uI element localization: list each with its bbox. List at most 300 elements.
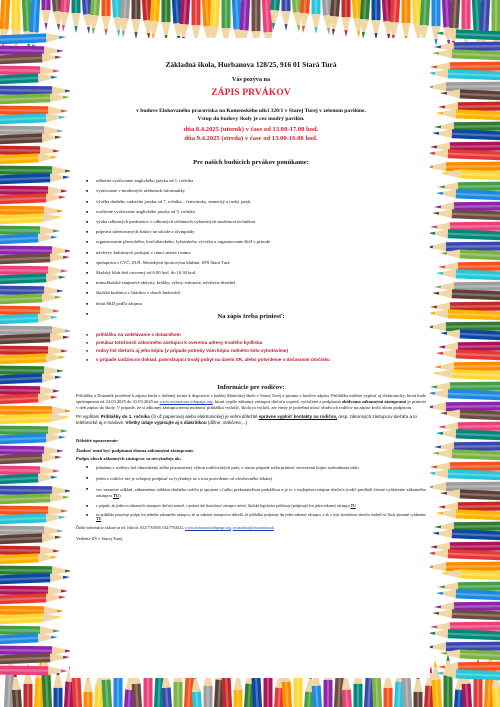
pencil-wood <box>38 153 51 162</box>
list-item: ■ školská knižnica s čitárňou v oboch budovách <box>86 288 426 298</box>
pencil-wood <box>40 306 53 315</box>
pencil-highlight <box>0 90 52 91</box>
pencil-wood <box>48 186 61 195</box>
list-item: ■ vec neznesie odklad, zákonnému súhlasu druhého rodiča je spojené s ťažko prekonateľnou prekážkou a je to v najlepšom záujme dieťaťa (rodič predloží čestné vyhlásenie zákonného zástupcu TU) <box>86 487 426 499</box>
pencil-wood <box>50 413 63 422</box>
pencil-tip <box>87 27 90 34</box>
pencil-highlight <box>0 550 40 551</box>
pencil-tip <box>61 429 68 432</box>
pencil-tip <box>44 23 47 30</box>
pencil-tip <box>438 425 445 428</box>
tu-link[interactable]: TU <box>350 503 356 508</box>
pencil-wood <box>435 69 448 78</box>
pencil-tip <box>438 665 445 668</box>
pencil-highlight <box>305 0 306 13</box>
pencil-tip <box>434 365 441 368</box>
pencil-tip <box>436 192 443 195</box>
pencil-highlight <box>0 50 44 51</box>
pencil-wood <box>435 629 448 638</box>
pencil-wood <box>46 33 59 42</box>
pencil-wood <box>372 20 381 33</box>
pencil-tip <box>432 52 439 55</box>
pencil-wood <box>180 24 189 37</box>
pencil-wood <box>435 469 448 478</box>
pencil-tip <box>61 349 68 352</box>
pencil-highlight <box>56 0 57 11</box>
pencil-tip <box>440 92 447 95</box>
pencil-tip <box>432 532 439 535</box>
info-text: Prihlášky a Dotazník potrebné k zápisu budú v tlačenej forme k dispozícii v každej Materskej škole v Starej Turej a priamo v budove zápisu. Prihlášku môžete vyplniť aj elektronicky, ktorá bude sprístupnená od 24.03.2025 do 31.03.2025 na <box>76 393 426 405</box>
list-item: ■ organizovanie plaveckého, korčuliarskeho, lyžiarskeho výcviku a organizovanie škôl v prírode <box>86 237 426 247</box>
pencil-tip <box>357 31 360 38</box>
pencil-wood <box>234 677 243 690</box>
pencil-highlight <box>450 626 500 627</box>
school-website-link[interactable]: www.zsstaratura.edupage.org <box>159 399 213 405</box>
pencil-tip <box>55 376 62 379</box>
pencil-tip <box>302 26 305 33</box>
pencil-wood <box>38 313 51 322</box>
pencil-tip <box>104 29 107 36</box>
pencil-tip <box>59 516 66 519</box>
pencil-tip <box>438 585 445 588</box>
pencil-tip <box>438 265 445 268</box>
pencil-wood <box>50 93 63 102</box>
pencil-highlight <box>0 590 48 591</box>
pencil-wood <box>52 646 65 655</box>
pencil-wood <box>42 133 55 142</box>
pencil-tip <box>57 369 64 372</box>
pencil-tip <box>432 212 439 215</box>
invite-text: Vás pozýva na <box>231 75 271 83</box>
pencil-wood <box>439 529 452 538</box>
notice-line-1: Žiadosť musí byť podpísaná oboma zákonnými zástupcami. <box>76 448 194 454</box>
pencil-wood <box>439 449 452 458</box>
pencil-tip <box>438 105 445 108</box>
pencil-highlight <box>0 410 52 411</box>
pencil-tip <box>59 36 66 39</box>
flyer-content <box>76 60 426 542</box>
pencil-wood <box>44 206 57 215</box>
pencil-wood <box>42 613 55 622</box>
list-item <box>86 513 426 523</box>
pencil-tip <box>434 285 441 288</box>
info-text: , ktorú vypíše zákonný zástupca dieťaťa vopred, vytlačená a podpísaná <box>212 399 341 405</box>
pencil-wood <box>102 16 111 29</box>
pencil-tip <box>440 252 447 255</box>
pencil-wood <box>44 446 57 455</box>
pencil-tip <box>314 27 317 34</box>
info-text: (dĺžne, mäkčene,...) <box>207 419 248 425</box>
pencil-highlight <box>0 490 52 491</box>
offer-list <box>86 176 426 309</box>
pencil-wood <box>44 606 57 615</box>
pencil-tip <box>63 496 70 499</box>
enrollment-date-2: dňa 9.4.2025 (streda) v čase od 13.00-16.00 hod. <box>184 134 318 142</box>
pencil-tip <box>434 45 441 48</box>
pencil-highlight <box>275 0 276 10</box>
pencil-wood <box>443 429 456 438</box>
bring-heading: Na zápis treba priniesť: <box>217 312 285 320</box>
pencil-highlight <box>446 246 500 247</box>
pencil-tip <box>332 29 335 36</box>
pencil-wood <box>50 173 63 182</box>
info-text-bold: Prihlášky do 1. ročníka <box>100 414 150 419</box>
pencil-wood <box>390 22 399 35</box>
pencil-wood <box>192 25 201 38</box>
pencil-wood <box>52 326 65 335</box>
list-item: ■ v prípade cudzincov doklad, potvrdzujúci trvalý pobyt na území SR, alebo potvrdenie o dočasnom útočisku <box>86 356 426 364</box>
pencil-wood <box>46 353 59 362</box>
pencil-highlight <box>446 646 500 647</box>
pencil-wood <box>435 229 448 238</box>
pencil-wood <box>443 109 456 118</box>
info-text: v prípade, ak jeden zo zákonných zástupcov dieťaťa zomrel, v podaní tiež skutočnosť zástupca uviesť; školská legislatíva prihlasuje (podpisuje) len jeden zákonný zástupca <box>96 503 350 508</box>
pencil-wood <box>150 21 159 34</box>
pencil-tip <box>61 589 68 592</box>
pencil-wood <box>52 406 65 415</box>
pencil-wood <box>342 17 351 30</box>
pencil-wood <box>44 526 57 535</box>
pencil-wood <box>38 473 51 482</box>
pencil-highlight <box>0 110 48 111</box>
pencil-tip <box>436 272 443 275</box>
pencil-tip <box>59 116 66 119</box>
pencil-wood <box>46 193 59 202</box>
pencil-tip <box>436 112 443 115</box>
pencil-highlight <box>0 470 40 471</box>
pencil-wood <box>330 16 339 29</box>
pencil-wood <box>50 333 63 342</box>
pencil-highlight <box>0 150 40 151</box>
pencil-tip <box>63 96 70 99</box>
pencil-tip <box>61 269 68 272</box>
enrollment-date-1: dňa 8.4.2025 (utorok) v čase od 13.00-17.00 hod. <box>183 126 319 134</box>
signature: Vedenie ZŠ v Starej Turej <box>76 535 123 541</box>
venue-line-1: v budove Elokovaného pracoviska na Komenského ulici 320/1 v Starej Turej v zelenom pavilóne. <box>136 108 366 115</box>
pencil-wood <box>433 82 446 91</box>
parents-info-paragraph <box>76 393 426 411</box>
pencil-highlight <box>0 430 48 431</box>
pencil-wood <box>42 373 55 382</box>
pencil-tip <box>436 592 443 595</box>
pencil-wood <box>120 18 129 31</box>
notice-list <box>86 465 426 522</box>
enrollment-title: ZÁPIS PRVÁKOV <box>211 88 291 99</box>
pencil-tip <box>55 56 62 59</box>
info-text: na prihláške postačuje podpis len jedného zákonného zástupcu, ak sa zákonní zástupcovia dohodli, že prihlášku podpisuje iba jeden zákonný zástupca, a ak o tejto skutočnosti doručia riaditeľovi školy písomné vyhlásenie <box>96 512 426 517</box>
footer-email-link[interactable]: zsstaratura@zsstaratura.sk <box>232 526 275 531</box>
contact-footer: Ďalšie informácie získate na tel. čísloch: 032/7763939, 032/7763022, www.zsstaratura.edupage.org, zsstaratura@zsstaratura.sk <box>76 526 275 531</box>
pencil-highlight <box>458 346 500 347</box>
list-item: ■ prihlášku na vzdelávanie s dotazníkom <box>86 331 426 339</box>
pencil-tip <box>434 525 441 528</box>
pencil-highlight <box>458 186 500 187</box>
pencil-highlight <box>0 650 52 651</box>
pencil-wood <box>40 66 53 75</box>
pencil-wood <box>52 166 65 175</box>
pencil-highlight <box>450 306 500 307</box>
info-text-bold: obidvoma zákonnými zástupcami <box>341 399 407 405</box>
list-item: ■ návštevy kultúrnych podujatí v rámci mesta i mimo <box>86 248 426 258</box>
pencil-wood <box>46 273 59 282</box>
pencil-wood <box>52 486 65 495</box>
pencil-tip <box>63 336 70 339</box>
pencil-tip <box>438 185 445 188</box>
pencil-tip <box>61 189 68 192</box>
list-item: ■ rozšírené vyučovanie anglického jazyka od 5. ročníka <box>86 207 426 217</box>
pencil-wood <box>439 369 452 378</box>
pencil-highlight <box>65 0 66 12</box>
pencil-wood <box>44 366 57 375</box>
pencil-wood <box>48 346 61 355</box>
pencil-tip <box>51 76 58 79</box>
pencil-wood <box>40 226 53 235</box>
pencil-wood <box>46 433 59 442</box>
pencil-wood <box>162 22 171 35</box>
pencil-tip <box>53 389 60 392</box>
list-item <box>86 504 426 509</box>
pencil-highlight <box>458 266 500 267</box>
pencil-tip <box>57 529 64 532</box>
pencil-tip <box>53 229 60 232</box>
pencil-tip <box>55 456 62 459</box>
info-text: vec neznesie odklad, zákonnému súhlasu druhého rodiča je spojené s ťažko prekonateľnou prekážkou a je to v najlepšom záujme dieťaťa (rodič predloží čestné vyhlásenie zákonného zástupcu <box>96 487 426 498</box>
pencil-tip <box>440 492 447 495</box>
pencil-highlight <box>0 330 52 331</box>
pencil-tip <box>434 605 441 608</box>
pencil-wood <box>414 679 423 692</box>
pencil-tip <box>57 209 64 212</box>
pencil-highlight <box>450 386 500 387</box>
pencil-tip <box>272 23 275 30</box>
pencil-wood <box>433 322 446 331</box>
pencil-highlight <box>454 126 500 127</box>
pencil-highlight <box>0 630 40 631</box>
pencil-wood <box>50 653 63 662</box>
info-text: je prinesie v deň zápisu do školy. V prípade, že si zákonný zástupca nemá možnosť prihlášku vytlačiť, školu ju vytlačí, ale vtedy je potrebná účasť obidvoch rodičov na zápise kvôli obom podpisom. <box>76 399 426 411</box>
pencil-wood <box>42 453 55 462</box>
pencil-highlight <box>454 526 500 527</box>
pencil-highlight <box>458 106 500 107</box>
pencil-tip <box>432 132 439 135</box>
pencil-tip <box>432 612 439 615</box>
pencil-wood <box>52 566 65 575</box>
pencil-highlight <box>450 466 500 467</box>
tu-link[interactable]: TU <box>96 517 102 522</box>
pencil-tip <box>61 669 68 672</box>
pencil-tip <box>434 205 441 208</box>
tu-link[interactable]: TU <box>112 492 120 498</box>
footer-website-link[interactable]: www.zsstaratura.edupage.org <box>185 526 231 531</box>
pencil-wood <box>439 129 452 138</box>
pencil-tip <box>440 652 447 655</box>
pencil-wood <box>435 309 448 318</box>
pencil-tip <box>434 445 441 448</box>
pencil-tip <box>51 156 58 159</box>
parents-info-heading: Informácie pre rodičov: <box>217 384 285 392</box>
pencil-tip <box>117 30 120 37</box>
pencil-highlight <box>0 230 40 231</box>
pencil-tip <box>63 656 70 659</box>
list-item: ■ výuka odborných predmetov v odborných učebniach vybavených modernou technikou <box>86 217 426 227</box>
pencil-tip <box>440 572 447 575</box>
pencil-tip <box>53 309 60 312</box>
pencil-wood <box>300 13 309 26</box>
pencil-wood <box>44 46 57 55</box>
contacts-note-paragraph <box>76 414 426 426</box>
pencil-tip <box>62 25 65 32</box>
pencil-wood <box>46 113 59 122</box>
pencil-wood <box>40 466 53 475</box>
pencil-tip <box>63 176 70 179</box>
pencil-highlight <box>0 210 44 211</box>
pencil-tip <box>57 449 64 452</box>
pencil-wood <box>433 482 446 491</box>
pencil-tip <box>51 316 58 319</box>
pencil-wood <box>38 553 51 562</box>
pencil-tip <box>440 172 447 175</box>
pencil-wood <box>42 10 51 23</box>
pencil-highlight <box>446 566 500 567</box>
pencil-tip <box>436 512 443 515</box>
pencil-tip <box>53 629 60 632</box>
pencil-tip <box>438 505 445 508</box>
pencil-tip <box>436 352 443 355</box>
pencil-wood <box>38 393 51 402</box>
pencil-tip <box>59 276 66 279</box>
pencil-tip <box>122 31 125 38</box>
pencil-tip <box>55 536 62 539</box>
pencil-wood <box>443 509 456 518</box>
pencil-tip <box>344 30 347 37</box>
info-text-bold-underlined: správne vyplniť kontakty na rodičov, <box>258 414 338 419</box>
pencil-tip <box>51 636 58 639</box>
pencil-highlight <box>0 510 48 511</box>
pencil-tip <box>53 469 60 472</box>
pencil-wood <box>42 213 55 222</box>
pencil-tip <box>57 129 64 132</box>
pencil-tip <box>53 549 60 552</box>
pencil-highlight <box>0 530 44 531</box>
pencil-wood <box>443 349 456 358</box>
pencil-wood <box>433 562 446 571</box>
pencil-wood <box>48 266 61 275</box>
pencil-tip <box>51 236 58 239</box>
pencil-wood <box>443 589 456 598</box>
pencil-wood <box>90 15 99 28</box>
pencil-tip <box>63 256 70 259</box>
list-item: ■ jednému z rodičov bol obmedzený alebo pozastavený výkon rodičovských práv, v tomto prípade treba priniesť neoverenú kópiu rozhodnutia súdu <box>86 465 426 471</box>
pencil-wood <box>50 493 63 502</box>
info-text: Pri vypĺňaní <box>76 414 100 419</box>
list-item: ■ mimoškolské záujmové aktivity, krúžky, výlety, exkurzie, návštevu divadiel <box>86 278 426 288</box>
pencil-wood <box>439 289 452 298</box>
pencil-highlight <box>458 506 500 507</box>
pencil-tip <box>436 432 443 435</box>
pencil-highlight <box>0 610 44 611</box>
pencil-tip <box>284 24 287 31</box>
pencil-tip <box>440 412 447 415</box>
pencil-wood <box>40 386 53 395</box>
pencil-tip <box>59 436 66 439</box>
pencil-wood <box>433 162 446 171</box>
pencil-wood <box>433 402 446 411</box>
pencil-highlight <box>0 250 52 251</box>
pencil-wood <box>40 146 53 155</box>
pencil-highlight <box>450 146 500 147</box>
pencil-tip <box>430 225 437 228</box>
pencil-highlight <box>0 370 44 371</box>
pencil-wood <box>42 293 55 302</box>
pencil-highlight <box>458 426 500 427</box>
pencil-highlight <box>446 326 500 327</box>
pencil-tip <box>57 24 60 31</box>
pencil-highlight <box>446 86 500 87</box>
pencil-tip <box>430 305 437 308</box>
pencil-highlight <box>0 70 40 71</box>
pencil-tip <box>92 28 95 35</box>
pencil-tip <box>63 416 70 419</box>
pencil-highlight <box>458 586 500 587</box>
pencil-wood <box>282 11 291 24</box>
pencil-tip <box>57 289 64 292</box>
list-item: ■ letná ŠKD podľa záujmu <box>86 299 426 309</box>
offer-heading: Pre našich budúcich prvákov ponúkame: <box>193 159 309 167</box>
pencil-highlight <box>454 46 500 47</box>
pencil-highlight <box>0 290 44 291</box>
pencil-wood <box>433 242 446 251</box>
list-item: ■ rodný list dieťaťa aj jeho kópiu (v prípade potreby Vám kópiu rodného listu vyhotovíme) <box>86 347 426 355</box>
pencil-tip <box>51 396 58 399</box>
pencil-tip <box>59 196 66 199</box>
pencil-wood <box>312 14 321 27</box>
pencil-wood <box>38 233 51 242</box>
pencil-wood <box>48 106 61 115</box>
pencil-tip <box>55 296 62 299</box>
pencil-highlight <box>454 366 500 367</box>
pencil-tip <box>430 65 437 68</box>
list-item: ■ príprava talentovaných žiakov na súťaže a olympiády <box>86 227 426 237</box>
pencil-tip <box>327 28 330 35</box>
pencil-wood <box>443 189 456 198</box>
info-text-bold: Všetky údaje vypisujte aj s diakritikou <box>125 419 207 425</box>
pencil-tip <box>297 25 300 32</box>
pencil-tip <box>438 345 445 348</box>
pencil-tip <box>430 625 437 628</box>
pencil-tip <box>434 125 441 128</box>
pencil-wood <box>132 19 141 32</box>
list-item: ■ jeden z rodičov nie je schopný podpísať sa (vyžaduje sa o tom potvrdenie od všeobecného lekára) <box>86 476 426 482</box>
pencil-wood <box>38 73 51 82</box>
pencil-highlight <box>0 570 52 571</box>
pencil-highlight <box>454 286 500 287</box>
pencil-highlight <box>0 270 48 271</box>
pencil-wood <box>42 533 55 542</box>
pencil-wood <box>46 593 59 602</box>
pencil-tip <box>434 660 437 667</box>
pencil-tip <box>53 69 60 72</box>
pencil-tip <box>51 556 58 559</box>
pencil-wood <box>84 679 93 692</box>
pencil-tip <box>57 609 64 612</box>
pencil-wood <box>420 25 429 38</box>
pencil-tip <box>430 545 437 548</box>
pencil-highlight <box>0 310 40 311</box>
pencil-wood <box>44 126 57 135</box>
pencil-highlight <box>0 670 48 671</box>
pencil-highlight <box>454 446 500 447</box>
pencil-tip <box>430 465 437 468</box>
